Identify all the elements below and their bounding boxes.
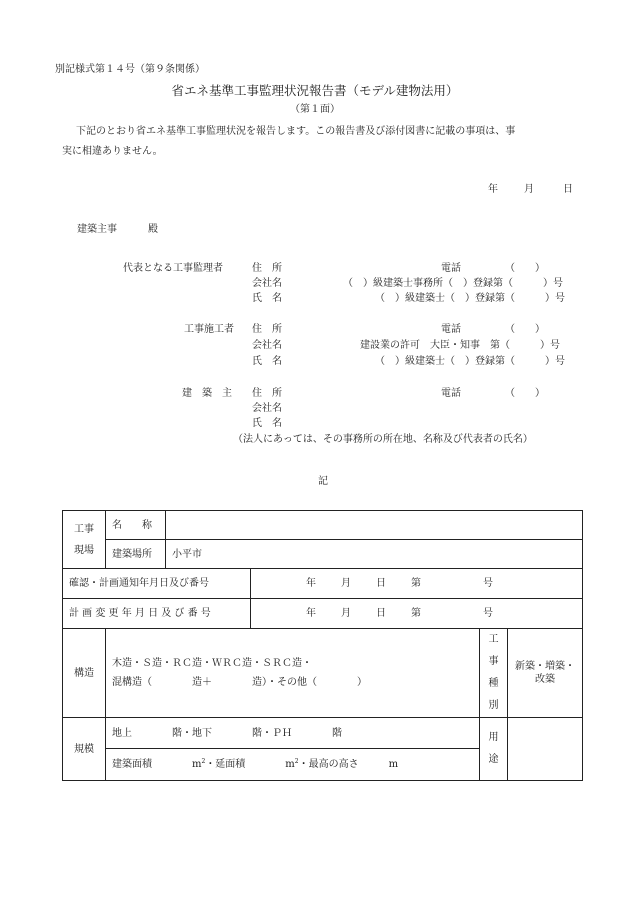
worktype-options[interactable]: 新築・増築・改築 xyxy=(508,629,583,718)
intro-text-line1: 下記のとおり省エネ基準工事監理状況を報告します。この報告書及び添付図書に記載の事項は、事 xyxy=(76,126,516,137)
contractor-address-label: 住 所 xyxy=(252,324,282,335)
supervisor-heading: 代表となる工事監理者 xyxy=(123,263,223,274)
supervisor-address-label: 住 所 xyxy=(252,263,282,274)
structure-field[interactable] xyxy=(106,629,480,718)
confirm-date-field[interactable]: 年 月 日 第 号 xyxy=(251,569,583,599)
use-label: 用 途 xyxy=(480,718,508,781)
table-row xyxy=(63,599,583,629)
contractor-company-label: 会社名 xyxy=(252,340,282,351)
owner-company-label: 会社名 xyxy=(252,403,282,414)
owner-phone-label: 電話 xyxy=(441,388,461,399)
supervisor-company-line: （ ）級建築士事務所（ ）登録第（ ）号 xyxy=(343,278,563,289)
area-field[interactable]: 建築面積 $m^2$・延面積 $m^2$・最高の高さ m xyxy=(106,749,480,781)
owner-note: （法人にあっては、その事務所の所在地、名称及び代表者の氏名） xyxy=(233,434,533,445)
contractor-company-line: 建設業の許可 大臣・知事 第（ ）号 xyxy=(360,340,560,351)
site-label-2: 現場 xyxy=(74,544,94,556)
owner-phone-paren: （ ） xyxy=(505,388,545,399)
scale-label: 規模 xyxy=(63,718,106,781)
change-label: 計 画 変 更 年 月 日 及 び 番 号 xyxy=(63,599,251,629)
name-field[interactable] xyxy=(166,511,583,540)
addressee-suffix: 殿 xyxy=(148,224,158,235)
table-row xyxy=(63,540,583,569)
location-field[interactable]: 小平市 xyxy=(166,540,583,569)
date-month: 月 xyxy=(524,184,534,195)
page-label: （第１面） xyxy=(290,104,340,115)
supervisor-phone-label: 電話 xyxy=(441,263,461,274)
owner-address-label: 住 所 xyxy=(252,388,282,399)
site-label-1: 工事 xyxy=(74,523,94,535)
supervisor-name-label: 氏 名 xyxy=(252,293,282,304)
contractor-name-label: 氏 名 xyxy=(252,356,282,367)
contractor-phone-paren: （ ） xyxy=(505,324,545,335)
owner-name-label: 氏 名 xyxy=(252,418,282,429)
floors-field[interactable]: 地上 階・地下 階・ＰＨ 階 xyxy=(106,718,480,749)
name-label: 名 称 xyxy=(106,511,166,540)
worktype-label: 工 事 種 別 xyxy=(480,629,508,718)
location-label: 建築場所 xyxy=(106,540,166,569)
intro-text-line2: 実に相違ありません。 xyxy=(62,146,163,157)
change-date-field[interactable]: 年 月 日 第 号 xyxy=(251,599,583,629)
contractor-name-line: （ ）級建築士（ ）登録第（ ）号 xyxy=(375,356,565,367)
site-label-cell xyxy=(63,511,106,569)
date-day: 日 xyxy=(563,184,573,195)
document-title: 省エネ基準工事監理状況報告書（モデル建物法用） xyxy=(171,83,459,98)
supervisor-name-line: （ ）級建築士（ ）登録第（ ）号 xyxy=(375,293,565,304)
table-row xyxy=(63,629,583,718)
addressee: 建築主事 xyxy=(77,224,117,235)
table-row xyxy=(63,569,583,599)
table-row xyxy=(63,511,583,540)
confirm-label: 確認・計画通知年月日及び番号 xyxy=(63,569,251,599)
supervisor-phone-paren: （ ） xyxy=(505,263,545,274)
owner-heading: 建 築 主 xyxy=(182,388,232,399)
record-table xyxy=(62,510,583,781)
form-number: 別記様式第１４号（第９条関係） xyxy=(55,64,205,75)
date-year: 年 xyxy=(488,184,498,195)
table-row xyxy=(63,718,583,749)
structure-line2: 混構造（ 造＋ 造）・その他（ ） xyxy=(112,677,367,688)
contractor-phone-label: 電話 xyxy=(441,324,461,335)
structure-line1: 木造・Ｓ造・ＲＣ造・ＷＲＣ造・ＳＲＣ造・ xyxy=(112,658,312,669)
use-field[interactable] xyxy=(508,718,583,781)
record-label: 記 xyxy=(318,476,328,487)
supervisor-company-label: 会社名 xyxy=(252,278,282,289)
structure-label: 構造 xyxy=(63,629,106,718)
contractor-heading: 工事施工者 xyxy=(184,324,234,335)
